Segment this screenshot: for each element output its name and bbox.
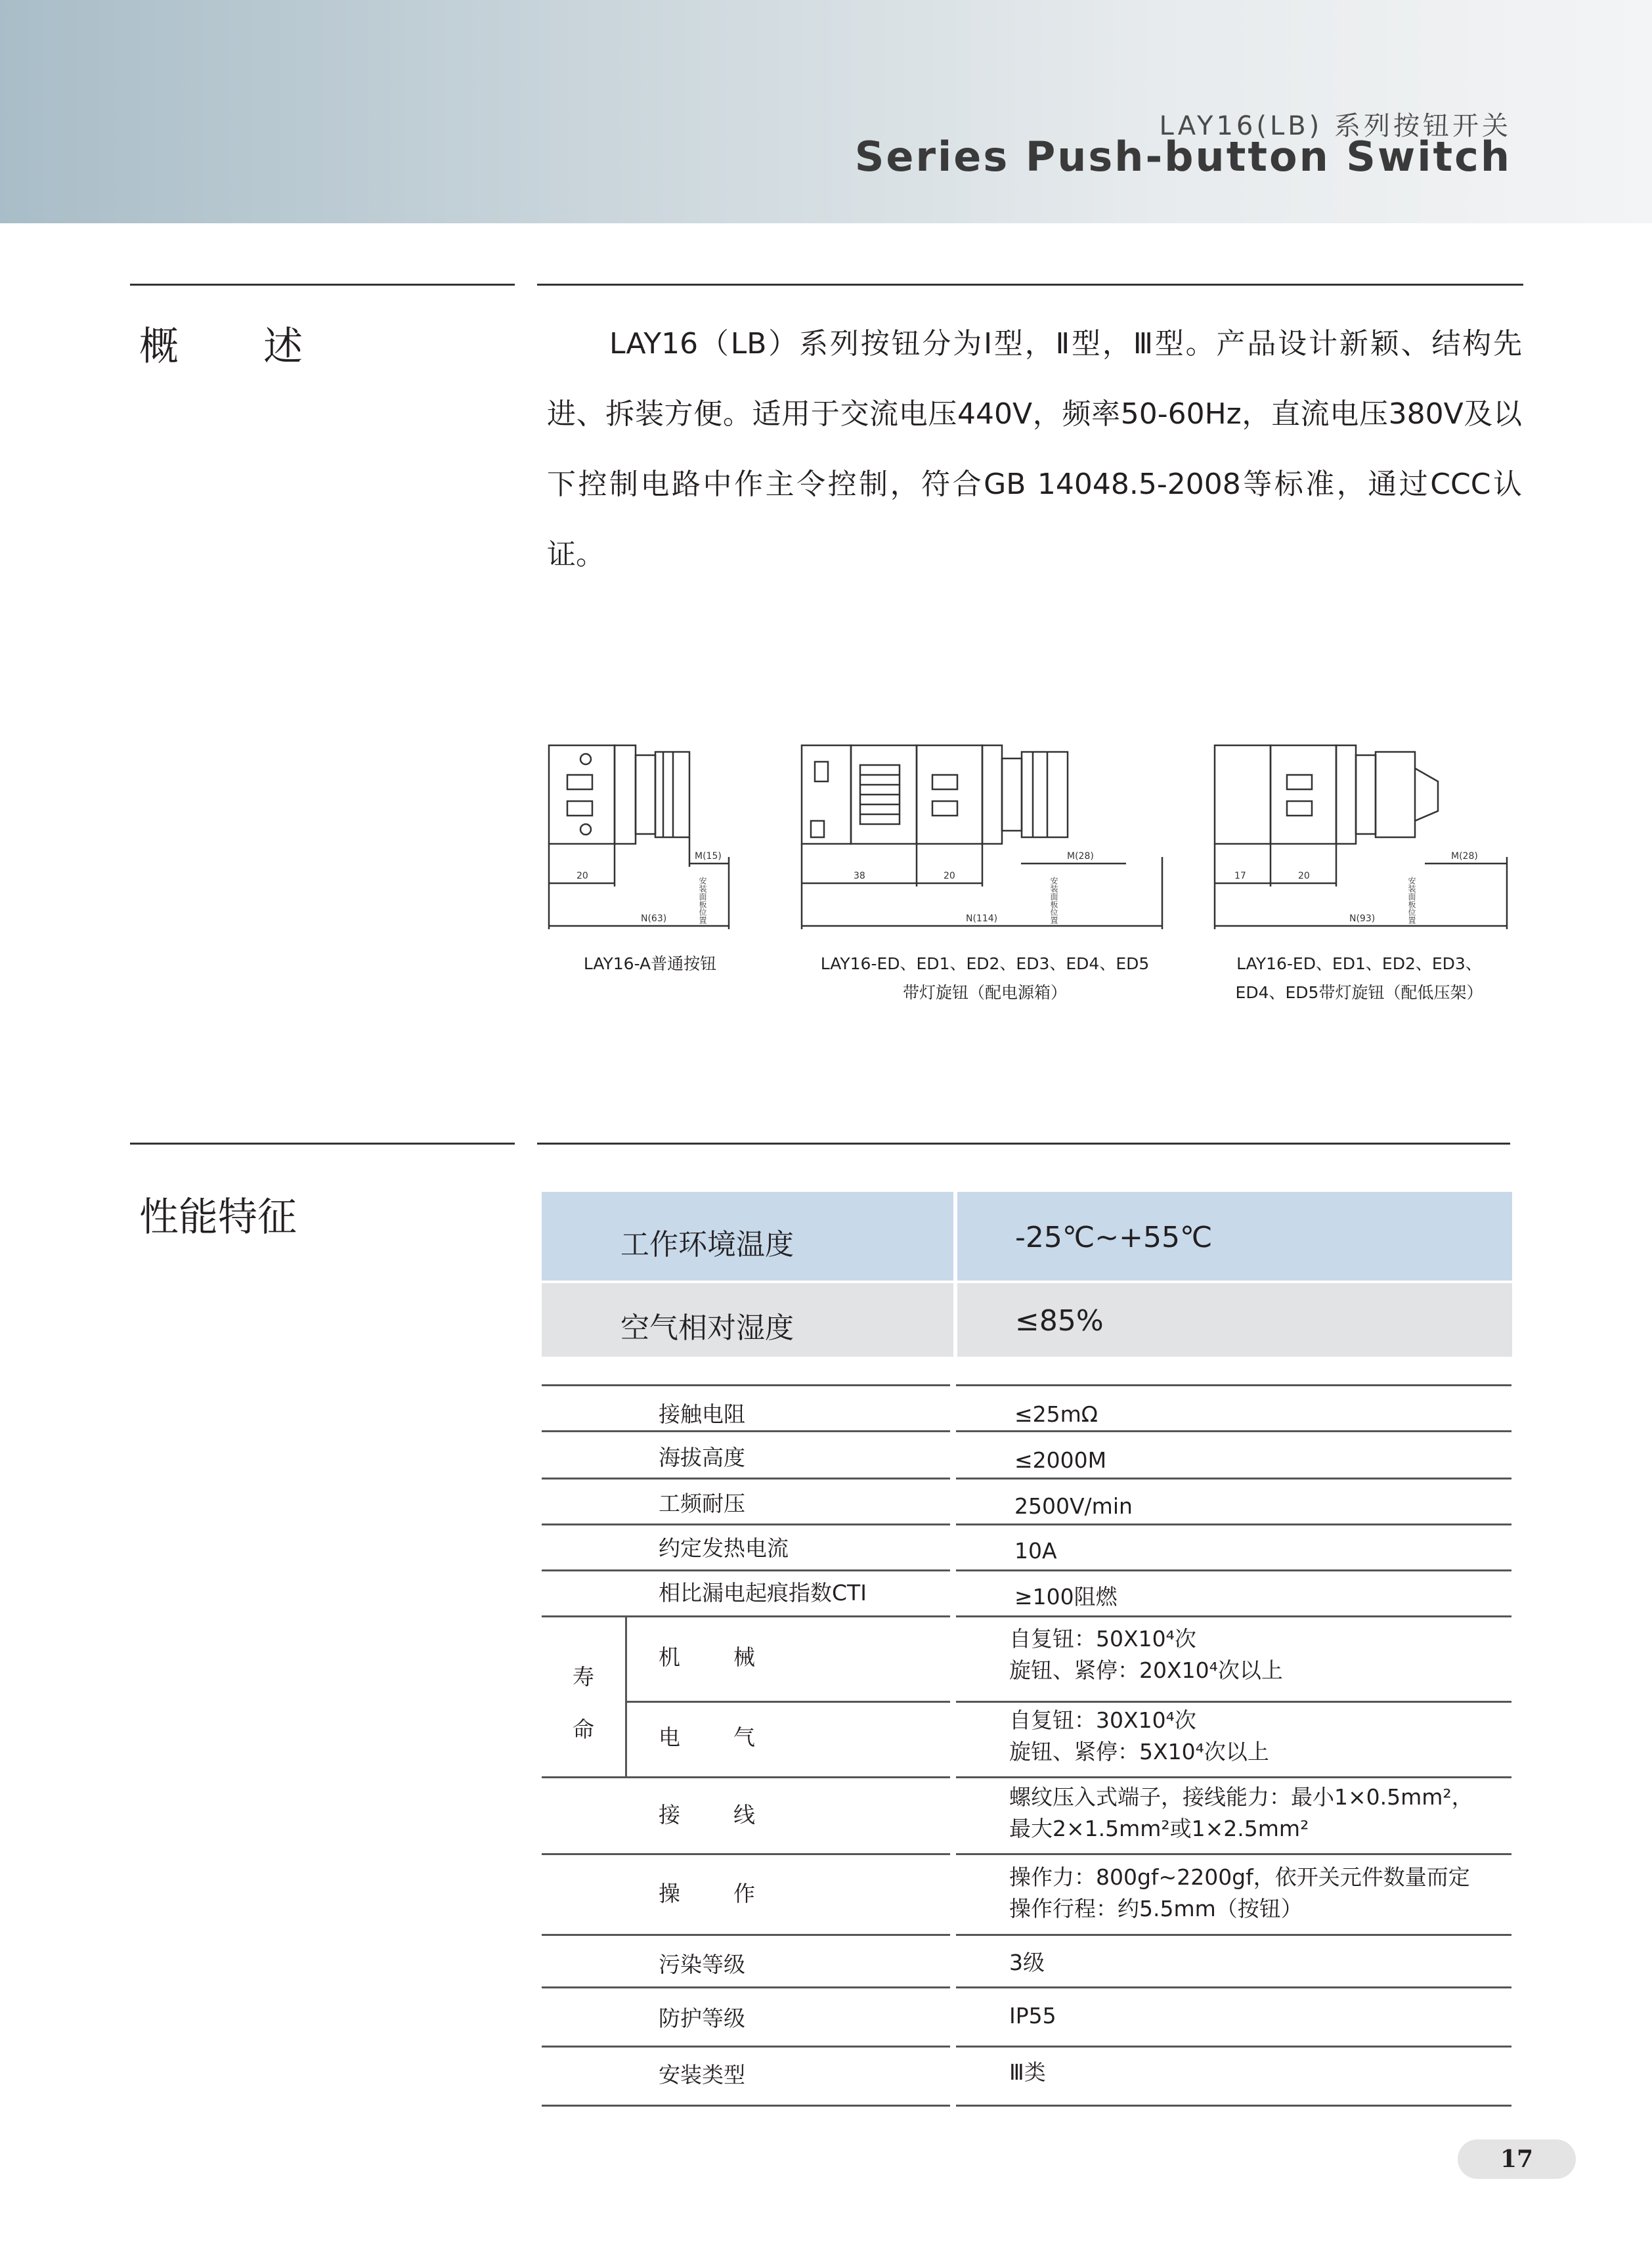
temperature-label: 工作环境温度 bbox=[620, 1228, 794, 1261]
overview-heading: 概 述 bbox=[139, 324, 339, 370]
life-mechanical-value-2: 旋钮、紧停：20X10⁴次以上 bbox=[1009, 1657, 1283, 1683]
fig1-caption bbox=[545, 950, 755, 978]
life-mechanical-value-1: 自复钮：50X10⁴次 bbox=[1009, 1626, 1196, 1652]
fig1-dim-a: 20 bbox=[576, 871, 588, 881]
fig3-caption-line-1: LAY16-ED、ED1、ED2、ED3、 bbox=[1236, 954, 1482, 973]
fig2-caption bbox=[781, 950, 1188, 1007]
temperature-value: -25℃~+55℃ bbox=[1015, 1221, 1213, 1254]
row-value-pollution: 3级 bbox=[1009, 1950, 1045, 1975]
section-rule-left bbox=[130, 284, 515, 286]
row-label-withstand-voltage: 工频耐压 bbox=[659, 1491, 745, 1516]
fig3-dim-n: N(93) bbox=[1349, 913, 1376, 924]
row-value-operation-2: 操作行程：约5.5mm（按钮） bbox=[1009, 1896, 1303, 1921]
humidity-label: 空气相对湿度 bbox=[620, 1311, 794, 1345]
row-label-pollution: 污染等级 bbox=[659, 1952, 745, 1977]
spec-band-humidity bbox=[542, 1283, 1512, 1357]
fig3-dim-b: 20 bbox=[1298, 871, 1310, 881]
page-number: 17 bbox=[1458, 2139, 1576, 2179]
section-rule-left-2 bbox=[130, 1143, 515, 1145]
fig1-mount-label: 安装面板位置 bbox=[698, 877, 707, 924]
diagram-lay16-ed-lowvoltage bbox=[1208, 735, 1523, 932]
row-label-contact-resistance: 接触电阻 bbox=[659, 1401, 745, 1427]
row-value-operation-1: 操作力：800gf~2200gf，依开关元件数量而定 bbox=[1009, 1864, 1470, 1890]
row-label-protection: 防护等级 bbox=[659, 2005, 745, 2031]
header-title-cn: LAY16(LB) 系列按钮开关 bbox=[1159, 111, 1511, 141]
row-label-thermal-current: 约定发热电流 bbox=[659, 1535, 789, 1561]
row-label-wiring: 接 线 bbox=[659, 1802, 768, 1828]
diagram-lay16-a bbox=[545, 735, 755, 932]
overview-paragraph: LAY16（LB）系列按钮分为Ⅰ型，Ⅱ型，Ⅲ型。产品设计新颖、结构先进、拆装方便。适用于交流电压440V，频率50-60Hz，直流电压380V及以下控制电路中作主令控制，符合GB 14048.5-2008等标准，通过CCC认证。 bbox=[547, 327, 1522, 571]
fig3-dim-m: M(28) bbox=[1451, 851, 1478, 862]
section-rule-right-2 bbox=[537, 1143, 1510, 1145]
row-label-operation: 操 作 bbox=[659, 1881, 768, 1906]
fig3-mount-label: 安装面板位置 bbox=[1407, 877, 1416, 924]
fig2-dim-n: N(114) bbox=[966, 913, 998, 924]
row-value-contact-resistance: ≤25mΩ bbox=[1014, 1401, 1098, 1427]
row-label-installation: 安装类型 bbox=[659, 2062, 745, 2088]
life-mechanical-label: 机 械 bbox=[659, 1644, 768, 1670]
life-group-label-1: 寿 bbox=[573, 1664, 594, 1690]
fig2-dim-m: M(28) bbox=[1067, 851, 1094, 862]
row-value-withstand-voltage: 2500V/min bbox=[1014, 1493, 1133, 1519]
header-title-en: Series Push-button Switch bbox=[854, 133, 1511, 181]
row-value-wiring-2: 最大2×1.5mm²或1×2.5mm² bbox=[1009, 1816, 1309, 1841]
fig2-dim-b: 20 bbox=[944, 871, 955, 881]
fig2-dim-a: 38 bbox=[854, 871, 865, 881]
row-value-wiring-1: 螺纹压入式端子，接线能力：最小1×0.5mm²， bbox=[1009, 1784, 1473, 1810]
fig2-mount-label: 安装面板位置 bbox=[1049, 877, 1058, 924]
fig3-caption bbox=[1195, 950, 1523, 1007]
fig2-caption-line-2: 带灯旋钮（配电源箱） bbox=[902, 983, 1067, 1002]
overview-paragraph-block bbox=[547, 309, 1522, 590]
humidity-value: ≤85% bbox=[1015, 1304, 1104, 1338]
row-value-cti: ≥100阻燃 bbox=[1014, 1584, 1118, 1610]
row-value-altitude: ≤2000M bbox=[1014, 1447, 1107, 1473]
section-rule-right bbox=[537, 284, 1523, 286]
fig3-dim-a: 17 bbox=[1234, 871, 1246, 881]
life-electrical-label: 电 气 bbox=[659, 1724, 768, 1750]
page-header bbox=[0, 0, 1652, 223]
life-electrical-value-1: 自复钮：30X10⁴次 bbox=[1009, 1707, 1196, 1733]
life-group-label-2: 命 bbox=[573, 1717, 594, 1742]
row-label-altitude: 海拔高度 bbox=[659, 1445, 745, 1470]
spec-band-temperature bbox=[542, 1192, 1512, 1281]
row-value-thermal-current: 10A bbox=[1014, 1538, 1057, 1564]
performance-heading: 性能特征 bbox=[139, 1194, 297, 1240]
fig1-dim-n: N(63) bbox=[641, 913, 667, 924]
fig1-dim-m: M(15) bbox=[695, 851, 722, 862]
row-label-cti: 相比漏电起痕指数CTI bbox=[659, 1580, 867, 1606]
life-divider bbox=[625, 1615, 627, 1776]
diagram-lay16-ed-power bbox=[798, 735, 1175, 932]
fig3-caption-line-2: ED4、ED5带灯旋钮（配低压架） bbox=[1235, 983, 1483, 1002]
row-value-protection: IP55 bbox=[1009, 2003, 1056, 2028]
fig2-caption-line-1: LAY16-ED、ED1、ED2、ED3、ED4、ED5 bbox=[820, 954, 1150, 973]
life-electrical-value-2: 旋钮、紧停：5X10⁴次以上 bbox=[1009, 1739, 1269, 1764]
fig1-caption-line: LAY16-A普通按钮 bbox=[583, 954, 717, 973]
row-value-installation: Ⅲ类 bbox=[1009, 2059, 1046, 2085]
